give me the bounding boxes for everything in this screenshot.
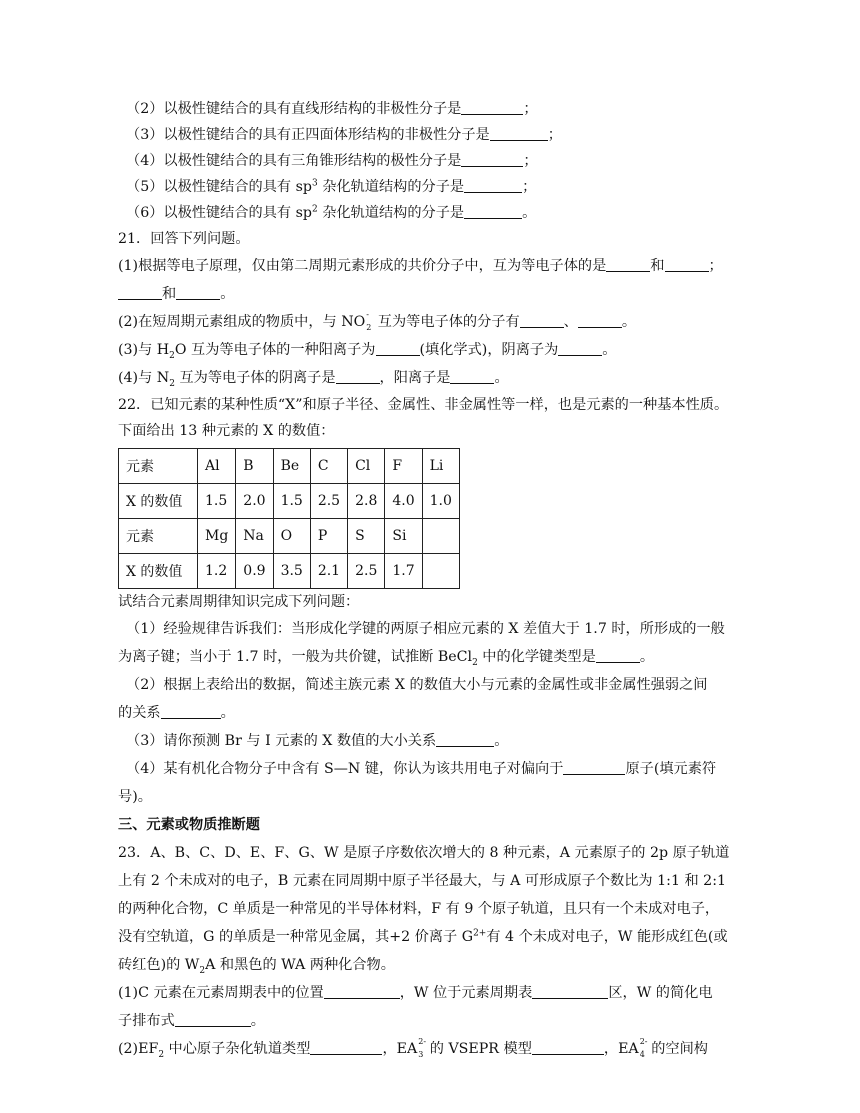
q22-intro-2: 下面给出 13 种元素的 X 的数值： [118,423,335,439]
x-value-table [118,448,460,589]
answer-blank[interactable] [520,313,564,328]
q20-item-6: （6）以极性键结合的具有 $sp^2$ 杂化轨道结构的分子是 。 [126,204,537,221]
table-row-header: X 的数值 [119,484,198,519]
q23-line-3: 的两种化合物，C 单质是一种常见的半导体材料，F 有 9 个原子轨道，且只有一个未成对电子， [118,901,720,917]
q21-part-1-cont: 和 。 [118,280,743,308]
table-cell: 0.9 [236,554,273,589]
table-cell: 2.8 [348,484,385,519]
table-cell: Li [422,449,459,484]
answer-blank[interactable] [461,100,523,115]
answer-blank[interactable] [175,1012,251,1027]
table-cell [422,519,459,554]
table-cell: S [348,519,385,554]
table-row [119,554,460,589]
table-cell: 1.7 [385,554,422,589]
q21-part-2: (2)在短周期元素组成的物质中，与 NO - 2 互为等电子体的分子有 、 。 [118,310,637,332]
answer-blank[interactable] [596,648,640,663]
table-cell: 4.0 [385,484,422,519]
answer-blank[interactable] [336,369,380,384]
q20-item-4: （4）以极性键结合的具有三角锥形结构的极性分子是 ； [126,153,538,169]
answer-blank[interactable] [606,257,650,272]
q20-item-5: （5）以极性键结合的具有 $sp^3$ 杂化轨道结构的分子是 ； [126,178,537,195]
table-cell: Be [273,449,310,484]
q22-part-3: （3）请你预测 Br 与 I 元素的 X 数值的大小关系 。 [126,733,509,749]
table-cell: 1.5 [198,484,236,519]
table-row [119,519,460,554]
q22-lead: 试结合元素周期律知识完成下列问题： [118,594,360,610]
answer-blank[interactable] [161,704,221,719]
answer-blank[interactable] [376,341,420,356]
q21-part-1: (1)根据等电子原理，仅由第二周期元素形成的共价分子中，互为等电子体的是 和 ； [118,258,723,274]
answer-blank[interactable] [532,1040,604,1055]
q21-part-3: (3)与 $H_2O$ 互为等电子体的一种阳离子为 (填化学式)，阴离子为 。 [118,342,617,361]
answer-blank[interactable] [665,257,709,272]
answer-blank[interactable] [310,1040,382,1055]
answer-blank[interactable] [450,369,494,384]
table-cell: Cl [348,449,385,484]
section-3-title: 三、元素或物质推断题 [118,817,260,833]
table-cell: 2.5 [310,484,347,519]
q22-intro-1: 22．已知元素的某种性质“X”和原子半径、金属性、非金属性等一样，也是元素的一种基本性质。 [118,397,729,413]
q23-part-1-cont: 子排布式 。 [118,1013,265,1029]
q23-line-2: 上有 2 个未成对的电子，B 元素在同周期中原子半径最大，与 A 可形成原子个数比为 1:1 和 2:1 [118,873,727,889]
answer-blank[interactable] [558,341,602,356]
table-cell: O [273,519,310,554]
q20-item-2: （2）以极性键结合的具有直线形结构的非极性分子是 ； [126,101,538,117]
table-cell: Mg [198,519,236,554]
answer-blank[interactable] [532,984,608,999]
q21-part-4: (4)与 $N_2$ 互为等电子体的阴离子是 ，阳离子是 。 [118,370,509,389]
table-cell: Al [198,449,236,484]
q22-part-4-cont: 号)。 [118,789,152,805]
q23-line-1: 23．A、B、C、D、E、F、G、W 是原子序数依次增大的 8 种元素，A 元素原子的 2p 原子轨道 [118,845,730,861]
answer-blank[interactable] [490,126,548,141]
q22-part-2-cont: 的关系 。 [118,705,235,721]
q22-part-1: （1）经验规律告诉我们：当形成化学键的两原子相应元素的 X 差值大于 1.7 时，所形成的一般 [126,621,725,637]
table-cell: F [385,449,422,484]
table-cell: 3.5 [273,554,310,589]
answer-blank[interactable] [176,285,220,300]
document-page [118,96,743,1063]
table-row [119,449,460,484]
q20-item-3: （3）以极性键结合的具有正四面体形结构的非极性分子是 ； [126,127,562,143]
q21-title: 21．回答下列问题。 [118,231,250,247]
table-cell: C [310,449,347,484]
table-cell: 2.0 [236,484,273,519]
answer-blank[interactable] [461,152,523,167]
q23-line-5: 砖红色)的 $W_2A$ 和黑色的 WA 两种化合物。 [118,957,395,976]
answer-blank[interactable] [563,760,625,775]
q22-part-1-cont: 为离子键；当小于 1.7 时，一般为共价键，试推断 BeCl$_2$ 中的化学键类型是 。 [118,649,655,668]
table-cell: B [236,449,273,484]
table-cell [422,554,459,589]
q23-line-4: 没有空轨道，G 的单质是一种常见金属，其+2 价离子 $G^{2+}$有 4 个未成对电子，W 能形成红色(或 [118,928,728,945]
table-row [119,484,460,519]
table-cell: 1.5 [273,484,310,519]
table-cell: Si [385,519,422,554]
table-cell: 1.0 [422,484,459,519]
table-cell: 2.5 [348,554,385,589]
table-row-header: 元素 [119,449,198,484]
answer-blank[interactable] [464,178,522,193]
table-cell: P [310,519,347,554]
answer-blank[interactable] [436,732,494,747]
table-row-header: 元素 [119,519,198,554]
answer-blank[interactable] [324,984,400,999]
q22-part-4: （4）某有机化合物分子中含有 S—N 键，你认为该共用电子对偏向于 原子(填元素符 [126,761,717,777]
table-cell: Na [236,519,273,554]
q22-part-2: （2）根据上表给出的数据，简述主族元素 X 的数值大小与元素的金属性或非金属性强弱之间 [126,677,708,693]
q23-part-2: $(2)EF_2$ 中心原子杂化轨道类型 ，EA 2- 3 的 VSEPR 模型 ，EA 2- 4 的空间构 [118,1037,708,1060]
table-cell: 1.2 [198,554,236,589]
q23-part-1: (1)C 元素在元素周期表中的位置 ，W 位于元素周期表 区，W 的简化电 [118,985,713,1001]
answer-blank[interactable] [464,204,522,219]
table-row-header: X 的数值 [119,554,198,589]
answer-blank[interactable] [118,285,162,300]
answer-blank[interactable] [578,313,622,328]
table-cell: 2.1 [310,554,347,589]
